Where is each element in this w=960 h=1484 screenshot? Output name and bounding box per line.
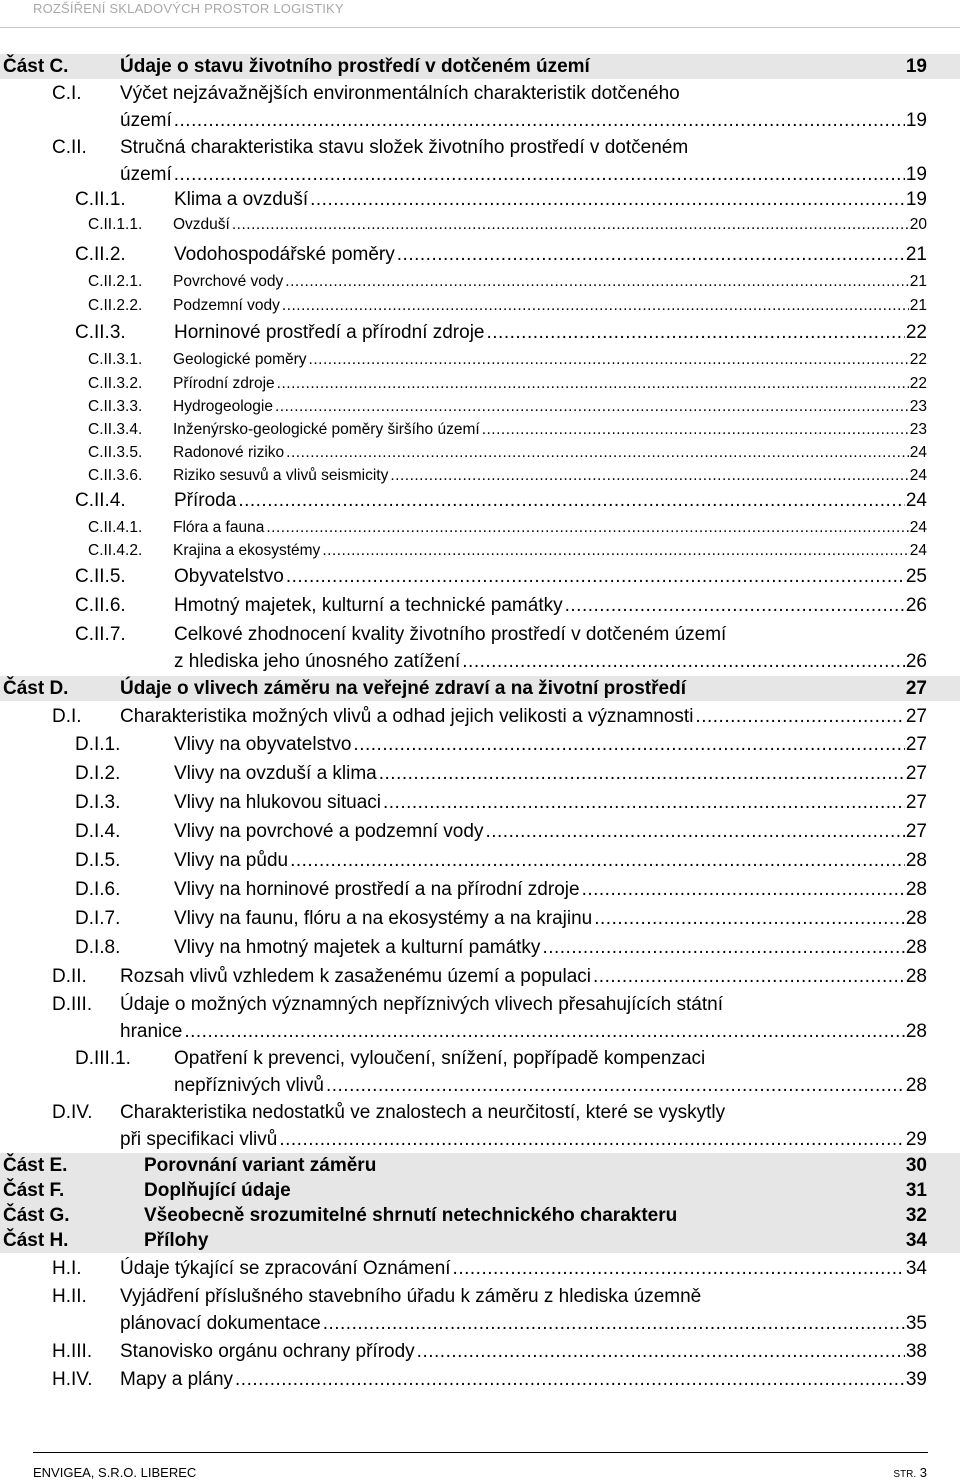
toc-number: C.II.2.	[75, 244, 126, 265]
toc-number: C.II.4.1.	[88, 519, 143, 536]
toc-title: Mapy a plány	[120, 1369, 234, 1390]
toc-page-number: 24	[905, 490, 927, 511]
toc-line	[0, 789, 960, 816]
toc-title: Horninové prostředí a přírodní zdroje	[174, 322, 485, 343]
toc-number: C.II.3.1.	[88, 351, 143, 368]
toc-number: Část H.	[3, 1230, 69, 1251]
toc-line	[0, 270, 960, 293]
toc-page-number: 32	[905, 1205, 927, 1226]
toc-title: Klima a ovzduší	[174, 189, 309, 210]
toc-title: Vlivy na povrchové a podzemní vody	[174, 821, 484, 842]
toc-leader-dots	[695, 703, 904, 730]
toc-title: Krajina a ekosystémy	[173, 542, 321, 559]
toc-line	[0, 441, 960, 464]
toc-line	[0, 54, 960, 79]
toc-page-number: 28	[905, 966, 927, 987]
toc-page-number: 22	[909, 351, 927, 368]
toc-leader-dots	[266, 516, 908, 539]
toc-page-number: 27	[905, 763, 927, 784]
toc-page-number: 27	[905, 706, 927, 727]
toc-title: Radonové riziko	[173, 444, 285, 461]
toc-leader-dots	[275, 395, 909, 418]
toc-line	[0, 1045, 960, 1072]
toc-page-number: 34	[905, 1258, 927, 1279]
toc-line	[0, 241, 960, 268]
toc-line	[0, 1178, 960, 1203]
toc-page-number: 39	[905, 1369, 927, 1390]
toc-leader-dots	[353, 731, 904, 758]
toc-line	[0, 487, 960, 514]
toc-line	[0, 731, 960, 758]
toc-line	[0, 676, 960, 701]
toc-page-number: 26	[905, 595, 927, 616]
toc-line	[0, 1203, 960, 1228]
toc-page-number: 29	[905, 1129, 927, 1150]
toc-title: plánovací dokumentace	[120, 1313, 321, 1334]
toc-page-number: 24	[909, 542, 927, 559]
toc-title: Rozsah vlivů vzhledem k zasaženému území a populaci	[120, 966, 592, 987]
toc-number: D.II.	[52, 966, 87, 987]
toc-leader-dots	[397, 241, 905, 268]
toc-number: C.II.3.6.	[88, 467, 143, 484]
toc-title: Vlivy na ovzduší a klima	[174, 763, 377, 784]
toc-leader-dots	[390, 464, 908, 487]
toc-number: H.III.	[52, 1341, 93, 1362]
toc-title: Vlivy na horninové prostředí a na přírodní zdroje	[174, 879, 580, 900]
toc-page-number: 28	[905, 1075, 927, 1096]
toc-page-number: 28	[905, 937, 927, 958]
toc-number: C.II.6.	[75, 595, 126, 616]
toc-number: C.II.7.	[75, 624, 126, 645]
toc-page-number: 23	[909, 421, 927, 438]
toc-title: Vlivy na půdu	[174, 850, 289, 871]
toc-number: D.I.	[52, 706, 82, 727]
toc-line	[0, 1099, 960, 1126]
toc-number: C.II.	[52, 137, 87, 158]
toc-title: Charakteristika možných vlivů a odhad jejich velikosti a významnosti	[120, 706, 694, 727]
toc-line	[0, 1338, 960, 1365]
toc-line	[0, 648, 960, 675]
toc-line	[0, 818, 960, 845]
toc-leader-dots	[277, 372, 909, 395]
toc-page-number: 19	[905, 110, 927, 131]
toc-line	[0, 934, 960, 961]
toc-leader-dots	[310, 186, 905, 213]
toc-number: C.II.3.4.	[88, 421, 143, 438]
toc-line	[0, 621, 960, 648]
toc-title: Všeobecně srozumitelné shrnutí netechnického charakteru	[144, 1205, 678, 1226]
toc-number: D.III.1.	[75, 1048, 131, 1069]
toc-number: C.II.4.	[75, 490, 126, 511]
toc-number: D.IV.	[52, 1102, 93, 1123]
toc-title: území	[120, 164, 172, 185]
toc-title: Přílohy	[144, 1230, 209, 1251]
toc-title: Obyvatelstvo	[174, 566, 284, 587]
toc-number: Část F.	[3, 1180, 65, 1201]
toc-title: Vyjádření příslušného stavebního úřadu k záměru z hlediska územně	[120, 1286, 702, 1307]
toc-title: Vlivy na obyvatelstvo	[174, 734, 352, 755]
toc-page-number: 22	[909, 375, 927, 392]
toc-leader-dots	[174, 107, 905, 134]
toc-title: Údaje o stavu životního prostředí v dotčeném území	[120, 56, 590, 77]
toc-line	[0, 991, 960, 1018]
toc-number: Část E.	[3, 1155, 68, 1176]
toc-number: C.II.2.1.	[88, 273, 143, 290]
toc-title: Výčet nejzávažnějších environmentálních charakteristik dotčeného	[120, 83, 680, 104]
toc-line	[0, 1126, 960, 1153]
toc-leader-dots	[453, 1255, 905, 1282]
toc-number: C.II.3.	[75, 322, 126, 343]
toc-leader-dots	[482, 418, 909, 441]
toc-leader-dots	[174, 161, 905, 188]
toc-leader-dots	[286, 441, 909, 464]
toc-leader-dots	[326, 1072, 905, 1099]
toc-page-number: 22	[905, 322, 927, 343]
toc-leader-dots	[565, 592, 905, 619]
toc-number: H.II.	[52, 1286, 87, 1307]
toc-leader-dots	[485, 818, 904, 845]
toc-number: Část C.	[3, 56, 69, 77]
toc-page-number: 30	[905, 1155, 927, 1176]
toc-number: Část G.	[3, 1205, 70, 1226]
toc-page-number: 20	[909, 216, 927, 233]
toc-number: H.IV.	[52, 1369, 93, 1390]
toc-title: Inženýrsko-geologické poměry širšího území	[173, 421, 480, 438]
toc-number: C.II.1.	[75, 189, 126, 210]
toc-line	[0, 592, 960, 619]
toc-number: C.II.2.2.	[88, 297, 143, 314]
toc-leader-dots	[582, 876, 905, 903]
toc-title: Flóra a fauna	[173, 519, 265, 536]
toc-leader-dots	[322, 539, 908, 562]
toc-number: D.I.7.	[75, 908, 121, 929]
toc-line	[0, 294, 960, 317]
toc-leader-dots	[285, 270, 908, 293]
toc-number: D.I.6.	[75, 879, 121, 900]
toc-title: Vodohospodářské poměry	[174, 244, 395, 265]
toc-title: Hmotný majetek, kulturní a technické památky	[174, 595, 563, 616]
toc-page-number: 19	[905, 189, 927, 210]
toc-number: D.I.1.	[75, 734, 121, 755]
toc-title: Porovnání variant záměru	[144, 1155, 377, 1176]
toc-page-number: 19	[905, 164, 927, 185]
toc-leader-dots	[383, 789, 905, 816]
toc-number: C.II.3.5.	[88, 444, 143, 461]
toc-number: D.I.4.	[75, 821, 121, 842]
toc-leader-dots	[282, 294, 909, 317]
toc-number: D.I.5.	[75, 850, 121, 871]
footer-page-label: STR.	[893, 1469, 917, 1480]
toc-page-number: 27	[905, 792, 927, 813]
toc-leader-dots	[290, 847, 905, 874]
toc-title: Riziko sesuvů a vlivů seismicity	[173, 467, 389, 484]
toc-line	[0, 372, 960, 395]
toc-line	[0, 319, 960, 346]
toc-leader-dots	[286, 563, 905, 590]
toc-line	[0, 1153, 960, 1178]
toc-leader-dots	[323, 1310, 905, 1337]
footer-company: ENVIGEA, S.R.O. LIBEREC	[33, 1465, 197, 1480]
toc-leader-dots	[594, 905, 905, 932]
toc-leader-dots	[232, 213, 909, 236]
toc-title: Vlivy na hlukovou situaci	[174, 792, 381, 813]
toc-leader-dots	[542, 934, 904, 961]
toc-line	[0, 1366, 960, 1393]
toc-page-number: 21	[905, 244, 927, 265]
toc-page-number: 38	[905, 1341, 927, 1362]
toc-line	[0, 348, 960, 371]
toc-page-number: 24	[909, 444, 927, 461]
toc-line	[0, 1255, 960, 1282]
toc-page-number: 21	[909, 297, 927, 314]
toc-line	[0, 1310, 960, 1337]
footer-page-value: 3	[919, 1465, 927, 1480]
toc-title: Opatření k prevenci, vyloučení, snížení, popřípadě kompenzaci	[174, 1048, 706, 1069]
toc-title: hranice	[120, 1021, 183, 1042]
toc-number: C.I.	[52, 83, 82, 104]
toc-page-number: 27	[905, 734, 927, 755]
toc-number: D.I.2.	[75, 763, 121, 784]
toc-leader-dots	[309, 348, 909, 371]
toc-line	[0, 186, 960, 213]
toc-line	[0, 963, 960, 990]
toc-number: H.I.	[52, 1258, 82, 1279]
toc-page-number: 23	[909, 398, 927, 415]
toc-line	[0, 1283, 960, 1310]
toc-page-number: 19	[905, 56, 927, 77]
toc-number: C.II.5.	[75, 566, 126, 587]
toc-title: Geologické poměry	[173, 351, 307, 368]
toc-line	[0, 464, 960, 487]
toc-line	[0, 516, 960, 539]
toc-page-number: 35	[905, 1313, 927, 1334]
toc-page-number: 27	[905, 821, 927, 842]
toc-page-number: 28	[905, 879, 927, 900]
toc-page-number: 34	[905, 1230, 927, 1251]
toc-number: D.I.3.	[75, 792, 121, 813]
footer-page-number	[893, 1465, 927, 1480]
toc-title: Ovzduší	[173, 216, 230, 233]
toc-leader-dots	[417, 1338, 905, 1365]
toc-line	[0, 1228, 960, 1253]
toc-leader-dots	[379, 760, 905, 787]
toc-page-number: 31	[905, 1180, 927, 1201]
toc-title: Povrchové vody	[173, 273, 284, 290]
toc-line	[0, 703, 960, 730]
toc-number: C.II.4.2.	[88, 542, 143, 559]
toc-page-number: 28	[905, 1021, 927, 1042]
toc-title: Celkové zhodnocení kvality životního prostředí v dotčeném území	[174, 624, 727, 645]
toc-title: Charakteristika nedostatků ve znalostech a neurčitostí, které se vyskytly	[120, 1102, 726, 1123]
toc-page-number: 27	[905, 678, 927, 699]
toc-title: Údaje o vlivech záměru na veřejné zdraví a na životní prostředí	[120, 678, 686, 699]
toc-line	[0, 847, 960, 874]
toc-page-number: 24	[909, 467, 927, 484]
toc-number: D.I.8.	[75, 937, 121, 958]
toc-title: Stručná charakteristika stavu složek životního prostředí v dotčeném	[120, 137, 689, 158]
toc-line	[0, 1072, 960, 1099]
toc-line	[0, 1018, 960, 1045]
toc-title: Stanovisko orgánu ochrany přírody	[120, 1341, 415, 1362]
toc-line	[0, 80, 960, 107]
footer-divider	[33, 1452, 928, 1453]
toc-number: D.III.	[52, 994, 93, 1015]
toc-title: Vlivy na hmotný majetek a kulturní památky	[174, 937, 541, 958]
toc-leader-dots	[462, 648, 905, 675]
toc-title: Příroda	[174, 490, 237, 511]
toc-number: C.II.3.2.	[88, 375, 143, 392]
toc-page-number: 25	[905, 566, 927, 587]
toc-leader-dots	[235, 1366, 905, 1393]
toc-leader-dots	[238, 487, 905, 514]
toc-title: Podzemní vody	[173, 297, 280, 314]
toc-title: při specifikaci vlivů	[120, 1129, 278, 1150]
toc-line	[0, 539, 960, 562]
toc-line	[0, 134, 960, 161]
toc-title: nepříznivých vlivů	[174, 1075, 324, 1096]
toc-line	[0, 905, 960, 932]
toc-title: Přírodní zdroje	[173, 375, 275, 392]
toc-line	[0, 760, 960, 787]
toc-number: Část D.	[3, 678, 69, 699]
toc-line	[0, 563, 960, 590]
toc-page-number: 24	[909, 519, 927, 536]
toc-title: z hlediska jeho únosného zatížení	[174, 651, 461, 672]
toc-number: C.II.1.1.	[88, 216, 143, 233]
toc-line	[0, 876, 960, 903]
toc-leader-dots	[593, 963, 905, 990]
toc-leader-dots	[279, 1126, 905, 1153]
toc-page-number: 28	[905, 850, 927, 871]
toc-number: C.II.3.3.	[88, 398, 143, 415]
toc-title: Vlivy na faunu, flóru a na ekosystémy a na krajinu	[174, 908, 593, 929]
toc-page-number: 21	[909, 273, 927, 290]
toc-line	[0, 107, 960, 134]
toc-leader-dots	[487, 319, 905, 346]
running-header: ROZŠÍŘENÍ SKLADOVÝCH PROSTOR LOGISTIKY	[33, 1, 344, 16]
toc-title: Údaje o možných významných nepříznivých vlivech přesahujících státní	[120, 994, 723, 1015]
toc-leader-dots	[184, 1018, 905, 1045]
toc-page-number: 26	[905, 651, 927, 672]
toc-title: území	[120, 110, 172, 131]
toc-page-number: 28	[905, 908, 927, 929]
toc-title: Hydrogeologie	[173, 398, 273, 415]
toc-line	[0, 418, 960, 441]
toc-line	[0, 213, 960, 236]
toc-line	[0, 395, 960, 418]
toc-line	[0, 161, 960, 188]
toc-title: Doplňující údaje	[144, 1180, 291, 1201]
toc-title: Údaje týkající se zpracování Oznámení	[120, 1258, 451, 1279]
